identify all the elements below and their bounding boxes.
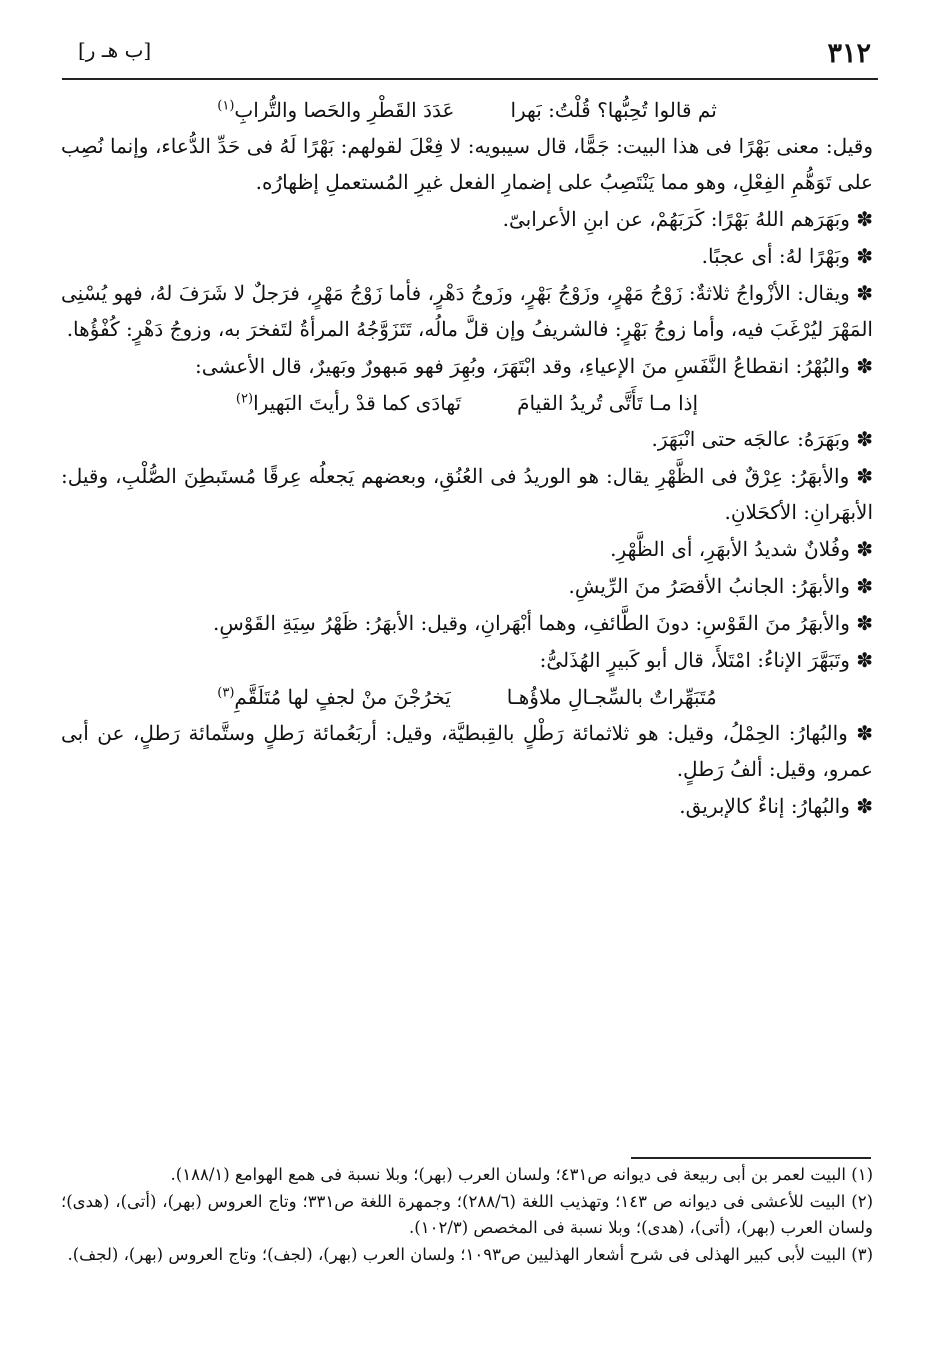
entry-paragraph: ✽ والأبهَرُ: الجانبُ الأقصَرُ منَ الرِّيشِ. bbox=[568, 574, 873, 598]
page-number: ٣١٢ bbox=[827, 38, 871, 69]
footnote-marker: (٢) bbox=[235, 391, 254, 407]
entry-paragraph: ✽ والأبهَرُ: عِرْقٌ فى الظَّهْرِ يقال: هو الوريدُ فى العُنُقِ، وبعضهم يَجعلُه عِرقًا مُستَبطِنَ الصُّلْبِ، وقيل: الأبهَرانِ: الأكحَلانِ. bbox=[61, 464, 873, 524]
verse-line bbox=[61, 679, 873, 715]
entry-paragraph: ✽ والبُهارُ: إناءٌ كالإبريق. bbox=[679, 794, 873, 818]
entry-paragraph: ✽ وفُلانٌ شديدُ الأبهَرِ، أى الظَّهْرِ. bbox=[610, 537, 873, 561]
root-heading: [ب هـ ر] bbox=[78, 38, 152, 62]
entry-paragraph: ✽ وبَهَرَهم اللهُ بَهْرًا: كَرَبَهُمْ، عن ابنِ الأعرابىّ. bbox=[502, 207, 873, 231]
footnote-divider bbox=[631, 1157, 871, 1159]
verse-second-hemistich: تَهادَى كما قدْ رأيتَ البَهيرا$^{(٢)}$ bbox=[235, 391, 462, 415]
footnote: (١) البيت لعمر بن أبى ربيعة فى ديوانه ص٤٣١؛ ولسان العرب (بهر)؛ وبلا نسبة فى همع الهوامع (١٨٨/١). bbox=[170, 1165, 873, 1184]
entry-paragraph: ✽ وبَهْرًا لهُ: أى عجبًا. bbox=[701, 244, 873, 268]
verse-second-hemistich: عَدَدَ القَطْرِ والحَصا والتُّرابِ$^{(١)}$ bbox=[217, 98, 455, 122]
verse-first-hemistich: مُتَبَهِّراتٌ بالسِّجـالِ ملاؤُهـا bbox=[506, 685, 717, 709]
footnote: (٣) البيت لأبى كبير الهذلى فى شرح أشعار الهذليين ص١٠٩٣؛ ولسان العرب (بهر)، (لجف)؛ وتاج العروس (بهر)، (لجف). bbox=[67, 1245, 873, 1264]
header-divider bbox=[62, 78, 878, 80]
entry-paragraph: ✽ والبُهارُ: الحِمْلُ، وقيل: هو ثلاثمائة رَطْلٍ بالقِبطيَّة، وقيل: أربَعُمائة رَطلٍ وستَّمائة رَطلٍ، عن أبى عمرو، وقيل: ألفُ رَطلٍ. bbox=[61, 721, 873, 781]
verse-first-hemistich: ثم قالوا تُحِبُّها؟ قُلْتُ: بَهرا bbox=[510, 98, 717, 122]
entry-paragraph: وقيل: معنى بَهْرًا فى هذا البيت: جَمًّا، قال سيبويه: لا فِعْلَ لقولهم: بَهْرًا لَهُ فى حَدِّ الدُّعاء، وإنما نُصِب على تَوَهُّمِ الفِعْلِ، وهو مما يَنْتَصِبُ على إضمارِ الفعل غيرِ المُستعملِ إظهارُه. bbox=[61, 134, 874, 194]
verse-second-hemistich: يَخرُجْنَ منْ لجفٍ لها مُتَلَقَّمِ$^{(٣)}$ bbox=[217, 685, 451, 709]
footnote: (٢) البيت للأعشى فى ديوانه ص ١٤٣؛ وتهذيب اللغة (٢٨٨/٦)؛ وجمهرة اللغة ص٣٣١؛ وتاج العروس (بهر)، (أتى)، (هدى)؛ ولسان العرب (بهر)، (أتى)، (هدى)؛ وبلا نسبة فى المخصص (١٠٢/٣). bbox=[61, 1192, 873, 1237]
footnote-marker: (١) bbox=[217, 98, 235, 114]
entry-paragraph: ✽ والبُهْرُ: انقطاعُ النَّفَسِ منَ الإعياءِ، وقد ابْتَهَرَ، وبُهِرَ فهو مَبهورٌ وبَهيرٌ، قال الأعشى: bbox=[195, 354, 873, 378]
entry-paragraph: ✽ ويقال: الأزْواجُ ثلاثةٌ: زَوْجُ مَهْرٍ، وزَوْجُ بَهْرٍ، وزَوجُ دَهْرٍ، فأما زَوْجُ مَهْرٍ، فرَجلٌ لا شَرَفَ لهُ، فهو يُسْنِى المَهْرَ ليُرْغَبَ فيه، وأما زوجُ بَهْرٍ: فالشريفُ وإن قلَّ مالُه، تَتَزَوَّجُهُ المرأةُ لتَفخرَ به، وزوجُ دَهْرٍ: كُفْؤُها. bbox=[61, 281, 873, 341]
verse-line bbox=[61, 385, 873, 421]
page-body bbox=[61, 92, 873, 825]
verse-first-hemistich: إذا مـا تَأَتَّى تُريدُ القيامَ bbox=[517, 391, 699, 415]
footnote-marker: (٣) bbox=[217, 685, 235, 701]
verse-line bbox=[61, 92, 873, 128]
entry-paragraph: ✽ وبَهَرَهُ: عالجَه حتى انْبَهَرَ. bbox=[651, 427, 873, 451]
footnotes bbox=[61, 1162, 873, 1269]
entry-paragraph: ✽ وتَبَهَّرَ الإناءُ: امْتَلأَ، قال أبو كَبيرٍ الهُذَلىُّ: bbox=[539, 648, 873, 672]
entry-paragraph: ✽ والأبهَرُ منَ القَوْسِ: دونَ الطَّائفِ، وهما أبْهَرانِ، وقيل: الأبهَرُ: ظَهْرُ سِيَةِ القَوْسِ. bbox=[213, 611, 873, 635]
